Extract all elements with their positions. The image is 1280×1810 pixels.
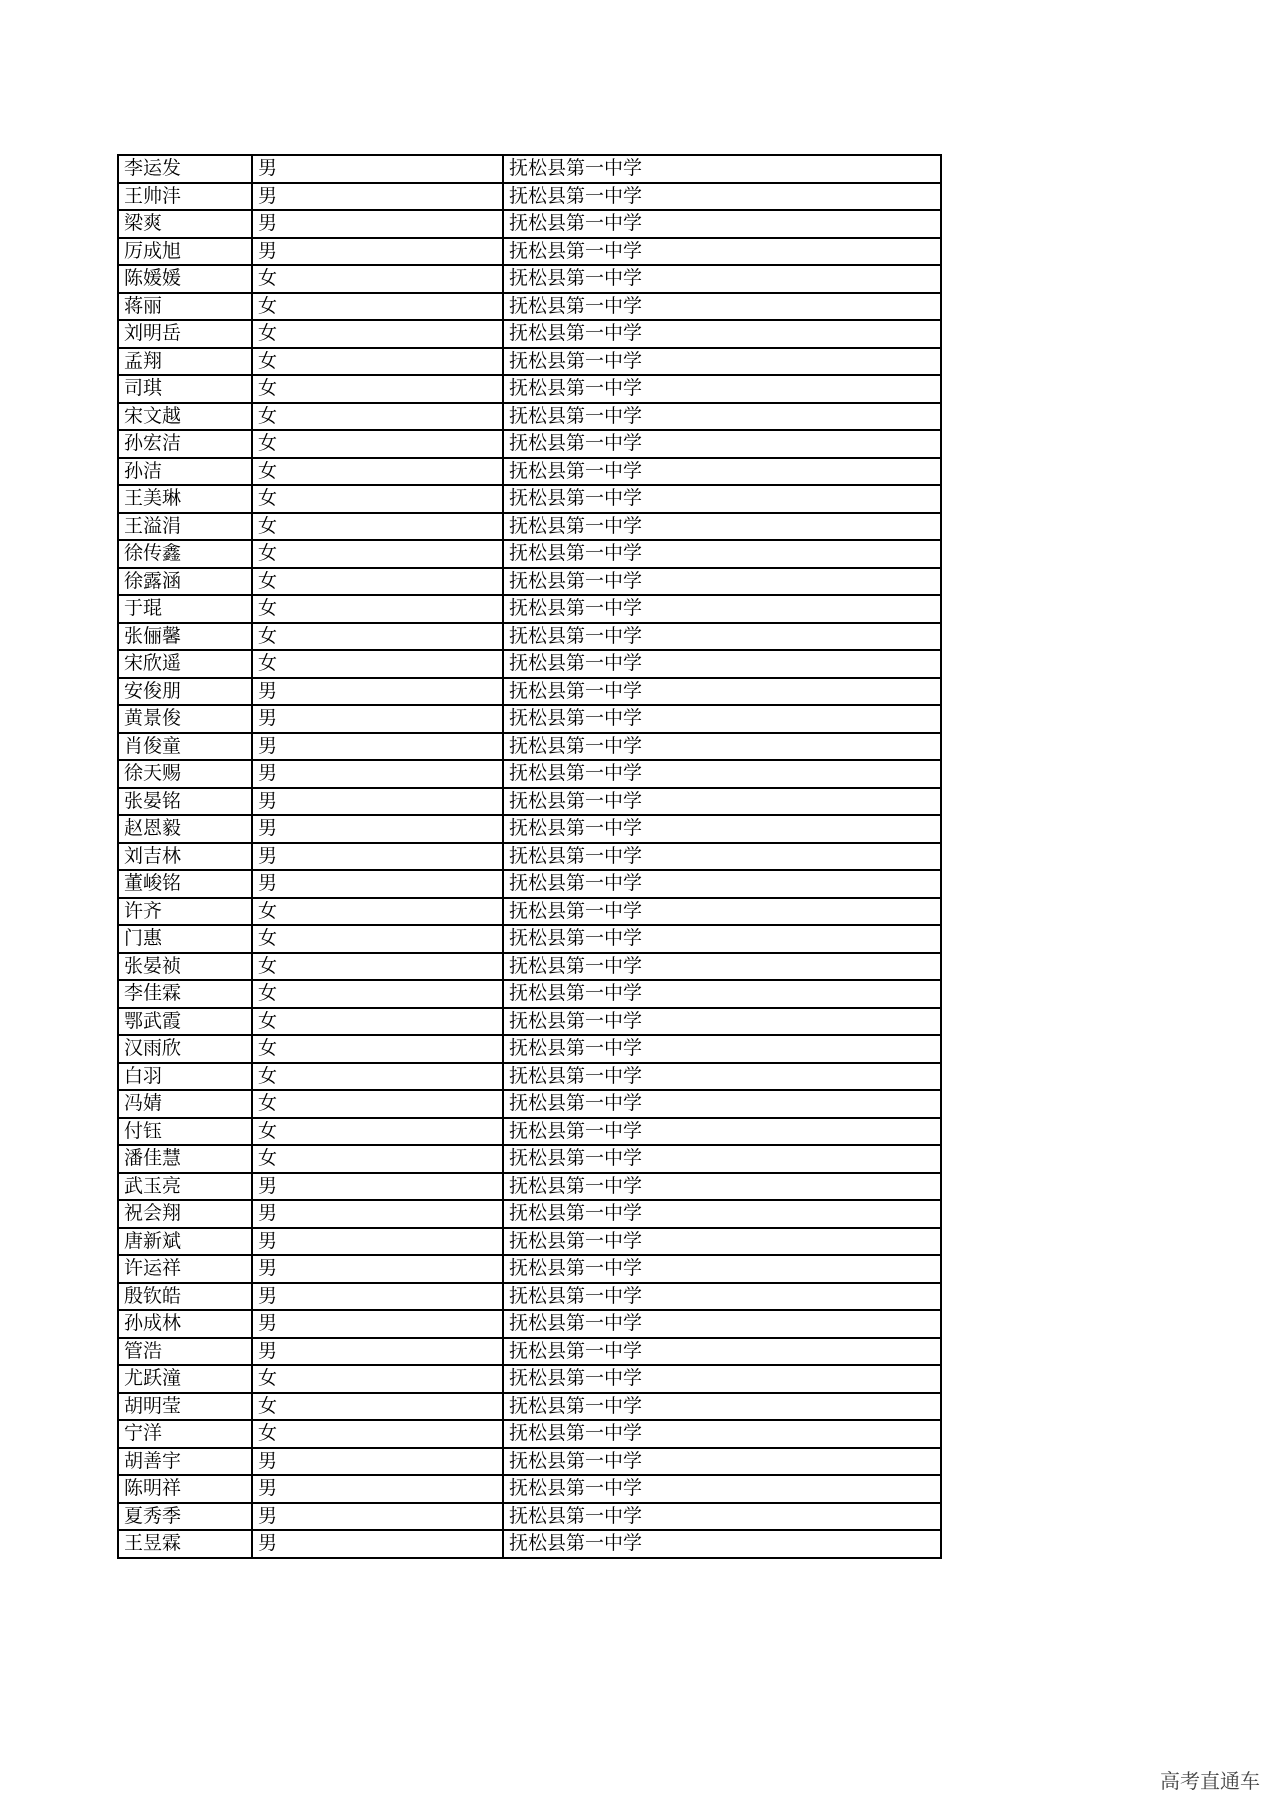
gender-cell: 男 <box>252 1475 503 1503</box>
school-cell: 抚松县第一中学 <box>503 760 941 788</box>
student-name-cell: 司琪 <box>118 375 252 403</box>
table-row <box>118 650 941 678</box>
student-name-cell: 管浩 <box>118 1338 252 1366</box>
student-name-cell: 汉雨欣 <box>118 1035 252 1063</box>
school-cell: 抚松县第一中学 <box>503 1200 941 1228</box>
school-cell: 抚松县第一中学 <box>503 265 941 293</box>
student-name-cell: 徐天赐 <box>118 760 252 788</box>
student-name-cell: 张晏祯 <box>118 953 252 981</box>
school-cell: 抚松县第一中学 <box>503 1008 941 1036</box>
gender-cell: 男 <box>252 1228 503 1256</box>
school-cell: 抚松县第一中学 <box>503 1035 941 1063</box>
school-cell: 抚松县第一中学 <box>503 568 941 596</box>
student-name-cell: 李佳霖 <box>118 980 252 1008</box>
table-row <box>118 1338 941 1366</box>
gender-cell: 男 <box>252 1503 503 1531</box>
gender-cell: 男 <box>252 760 503 788</box>
gender-cell: 女 <box>252 980 503 1008</box>
table-row <box>118 320 941 348</box>
table-row <box>118 623 941 651</box>
gender-cell: 女 <box>252 348 503 376</box>
school-cell: 抚松县第一中学 <box>503 1475 941 1503</box>
student-name-cell: 殷钦皓 <box>118 1283 252 1311</box>
table-row <box>118 183 941 211</box>
school-cell: 抚松县第一中学 <box>503 1090 941 1118</box>
student-name-cell: 尤跃潼 <box>118 1365 252 1393</box>
table-row <box>118 210 941 238</box>
table-row <box>118 788 941 816</box>
table-row <box>118 1283 941 1311</box>
gender-cell: 女 <box>252 925 503 953</box>
student-name-cell: 宋欣遥 <box>118 650 252 678</box>
school-cell: 抚松县第一中学 <box>503 430 941 458</box>
school-cell: 抚松县第一中学 <box>503 1365 941 1393</box>
table-row <box>118 843 941 871</box>
gender-cell: 女 <box>252 650 503 678</box>
student-name-cell: 赵恩毅 <box>118 815 252 843</box>
student-name-cell: 许运祥 <box>118 1255 252 1283</box>
student-name-cell: 胡善宇 <box>118 1448 252 1476</box>
student-name-cell: 陈媛媛 <box>118 265 252 293</box>
student-name-cell: 鄂武霞 <box>118 1008 252 1036</box>
school-cell: 抚松县第一中学 <box>503 1255 941 1283</box>
student-name-cell: 孟翔 <box>118 348 252 376</box>
roster-table <box>117 154 942 1559</box>
school-cell: 抚松县第一中学 <box>503 1063 941 1091</box>
table-row <box>118 705 941 733</box>
gender-cell: 男 <box>252 1173 503 1201</box>
gender-cell: 女 <box>252 953 503 981</box>
student-name-cell: 董峻铭 <box>118 870 252 898</box>
gender-cell: 女 <box>252 1063 503 1091</box>
school-cell: 抚松县第一中学 <box>503 1310 941 1338</box>
table-row <box>118 1503 941 1531</box>
table-row <box>118 815 941 843</box>
gender-cell: 男 <box>252 843 503 871</box>
school-cell: 抚松县第一中学 <box>503 733 941 761</box>
table-row <box>118 513 941 541</box>
student-name-cell: 付钰 <box>118 1118 252 1146</box>
table-row <box>118 953 941 981</box>
school-cell: 抚松县第一中学 <box>503 1145 941 1173</box>
gender-cell: 男 <box>252 1200 503 1228</box>
gender-cell: 女 <box>252 1145 503 1173</box>
student-name-cell: 王溢涓 <box>118 513 252 541</box>
school-cell: 抚松县第一中学 <box>503 183 941 211</box>
school-cell: 抚松县第一中学 <box>503 458 941 486</box>
table-row <box>118 403 941 431</box>
table-row <box>118 1310 941 1338</box>
table-row <box>118 568 941 596</box>
table-row <box>118 430 941 458</box>
gender-cell: 女 <box>252 513 503 541</box>
gender-cell: 女 <box>252 898 503 926</box>
school-cell: 抚松县第一中学 <box>503 815 941 843</box>
gender-cell: 男 <box>252 210 503 238</box>
school-cell: 抚松县第一中学 <box>503 843 941 871</box>
student-name-cell: 王美琳 <box>118 485 252 513</box>
student-name-cell: 黄景俊 <box>118 705 252 733</box>
student-name-cell: 徐传鑫 <box>118 540 252 568</box>
school-cell: 抚松县第一中学 <box>503 238 941 266</box>
table-row <box>118 1200 941 1228</box>
school-cell: 抚松县第一中学 <box>503 1420 941 1448</box>
student-name-cell: 门惠 <box>118 925 252 953</box>
table-row <box>118 760 941 788</box>
school-cell: 抚松县第一中学 <box>503 348 941 376</box>
table-row <box>118 1530 941 1558</box>
gender-cell: 女 <box>252 568 503 596</box>
gender-cell: 男 <box>252 1338 503 1366</box>
student-name-cell: 王帅沣 <box>118 183 252 211</box>
gender-cell: 男 <box>252 1255 503 1283</box>
gender-cell: 女 <box>252 293 503 321</box>
school-cell: 抚松县第一中学 <box>503 513 941 541</box>
table-row <box>118 348 941 376</box>
table-row <box>118 1448 941 1476</box>
school-cell: 抚松县第一中学 <box>503 953 941 981</box>
student-name-cell: 蒋丽 <box>118 293 252 321</box>
school-cell: 抚松县第一中学 <box>503 1530 941 1558</box>
school-cell: 抚松县第一中学 <box>503 705 941 733</box>
student-name-cell: 厉成旭 <box>118 238 252 266</box>
table-row <box>118 375 941 403</box>
student-name-cell: 李运发 <box>118 155 252 183</box>
gender-cell: 女 <box>252 485 503 513</box>
table-row <box>118 1475 941 1503</box>
gender-cell: 男 <box>252 733 503 761</box>
school-cell: 抚松县第一中学 <box>503 403 941 431</box>
gender-cell: 女 <box>252 1393 503 1421</box>
gender-cell: 男 <box>252 788 503 816</box>
gender-cell: 男 <box>252 183 503 211</box>
table-row <box>118 1035 941 1063</box>
school-cell: 抚松县第一中学 <box>503 1503 941 1531</box>
school-cell: 抚松县第一中学 <box>503 1338 941 1366</box>
student-name-cell: 刘明岳 <box>118 320 252 348</box>
table-row <box>118 1173 941 1201</box>
student-name-cell: 武玉亮 <box>118 1173 252 1201</box>
school-cell: 抚松县第一中学 <box>503 293 941 321</box>
table-row <box>118 1090 941 1118</box>
school-cell: 抚松县第一中学 <box>503 678 941 706</box>
school-cell: 抚松县第一中学 <box>503 210 941 238</box>
student-name-cell: 梁爽 <box>118 210 252 238</box>
student-name-cell: 潘佳慧 <box>118 1145 252 1173</box>
student-name-cell: 许齐 <box>118 898 252 926</box>
table-row <box>118 1255 941 1283</box>
table-row <box>118 1118 941 1146</box>
gender-cell: 女 <box>252 1035 503 1063</box>
table-row <box>118 1420 941 1448</box>
student-name-cell: 祝会翔 <box>118 1200 252 1228</box>
gender-cell: 男 <box>252 155 503 183</box>
gender-cell: 男 <box>252 1530 503 1558</box>
gender-cell: 女 <box>252 623 503 651</box>
roster-body <box>118 155 941 1558</box>
table-row <box>118 155 941 183</box>
gender-cell: 女 <box>252 458 503 486</box>
gender-cell: 男 <box>252 705 503 733</box>
gender-cell: 男 <box>252 1283 503 1311</box>
school-cell: 抚松县第一中学 <box>503 1118 941 1146</box>
table-row <box>118 293 941 321</box>
student-name-cell: 徐露涵 <box>118 568 252 596</box>
student-name-cell: 肖俊童 <box>118 733 252 761</box>
student-name-cell: 宁洋 <box>118 1420 252 1448</box>
student-name-cell: 孙成林 <box>118 1310 252 1338</box>
gender-cell: 女 <box>252 265 503 293</box>
school-cell: 抚松县第一中学 <box>503 788 941 816</box>
school-cell: 抚松县第一中学 <box>503 595 941 623</box>
student-name-cell: 刘吉林 <box>118 843 252 871</box>
school-cell: 抚松县第一中学 <box>503 650 941 678</box>
gender-cell: 女 <box>252 403 503 431</box>
school-cell: 抚松县第一中学 <box>503 155 941 183</box>
table-row <box>118 238 941 266</box>
school-cell: 抚松县第一中学 <box>503 623 941 651</box>
table-row <box>118 870 941 898</box>
watermark-text: 高考直通车 <box>1160 1769 1260 1793</box>
school-cell: 抚松县第一中学 <box>503 1448 941 1476</box>
table-row <box>118 678 941 706</box>
student-name-cell: 胡明莹 <box>118 1393 252 1421</box>
table-row <box>118 925 941 953</box>
table-row <box>118 458 941 486</box>
table-row <box>118 733 941 761</box>
school-cell: 抚松县第一中学 <box>503 375 941 403</box>
student-name-cell: 孙宏洁 <box>118 430 252 458</box>
gender-cell: 女 <box>252 430 503 458</box>
table-row <box>118 898 941 926</box>
gender-cell: 女 <box>252 540 503 568</box>
gender-cell: 女 <box>252 1118 503 1146</box>
table-row <box>118 595 941 623</box>
gender-cell: 男 <box>252 678 503 706</box>
table-row <box>118 540 941 568</box>
school-cell: 抚松县第一中学 <box>503 1283 941 1311</box>
table-row <box>118 1393 941 1421</box>
student-name-cell: 王昱霖 <box>118 1530 252 1558</box>
school-cell: 抚松县第一中学 <box>503 925 941 953</box>
school-cell: 抚松县第一中学 <box>503 1173 941 1201</box>
student-name-cell: 陈明祥 <box>118 1475 252 1503</box>
table-row <box>118 485 941 513</box>
table-row <box>118 1008 941 1036</box>
student-name-cell: 夏秀季 <box>118 1503 252 1531</box>
school-cell: 抚松县第一中学 <box>503 1228 941 1256</box>
table-row <box>118 265 941 293</box>
gender-cell: 女 <box>252 1090 503 1118</box>
table-row <box>118 1145 941 1173</box>
gender-cell: 女 <box>252 1008 503 1036</box>
school-cell: 抚松县第一中学 <box>503 980 941 1008</box>
student-name-cell: 唐新斌 <box>118 1228 252 1256</box>
school-cell: 抚松县第一中学 <box>503 485 941 513</box>
table-row <box>118 1228 941 1256</box>
student-name-cell: 白羽 <box>118 1063 252 1091</box>
gender-cell: 男 <box>252 1448 503 1476</box>
student-name-cell: 张俪馨 <box>118 623 252 651</box>
school-cell: 抚松县第一中学 <box>503 870 941 898</box>
school-cell: 抚松县第一中学 <box>503 540 941 568</box>
student-name-cell: 孙洁 <box>118 458 252 486</box>
student-name-cell: 宋文越 <box>118 403 252 431</box>
gender-cell: 男 <box>252 815 503 843</box>
school-cell: 抚松县第一中学 <box>503 1393 941 1421</box>
table-row <box>118 1063 941 1091</box>
table-row <box>118 1365 941 1393</box>
student-name-cell: 于琨 <box>118 595 252 623</box>
school-cell: 抚松县第一中学 <box>503 898 941 926</box>
gender-cell: 男 <box>252 1310 503 1338</box>
school-cell: 抚松县第一中学 <box>503 320 941 348</box>
gender-cell: 男 <box>252 238 503 266</box>
gender-cell: 女 <box>252 1365 503 1393</box>
table-row <box>118 980 941 1008</box>
gender-cell: 女 <box>252 595 503 623</box>
gender-cell: 女 <box>252 1420 503 1448</box>
student-name-cell: 张晏铭 <box>118 788 252 816</box>
gender-cell: 男 <box>252 870 503 898</box>
student-name-cell: 安俊朋 <box>118 678 252 706</box>
gender-cell: 女 <box>252 320 503 348</box>
gender-cell: 女 <box>252 375 503 403</box>
student-name-cell: 冯婧 <box>118 1090 252 1118</box>
